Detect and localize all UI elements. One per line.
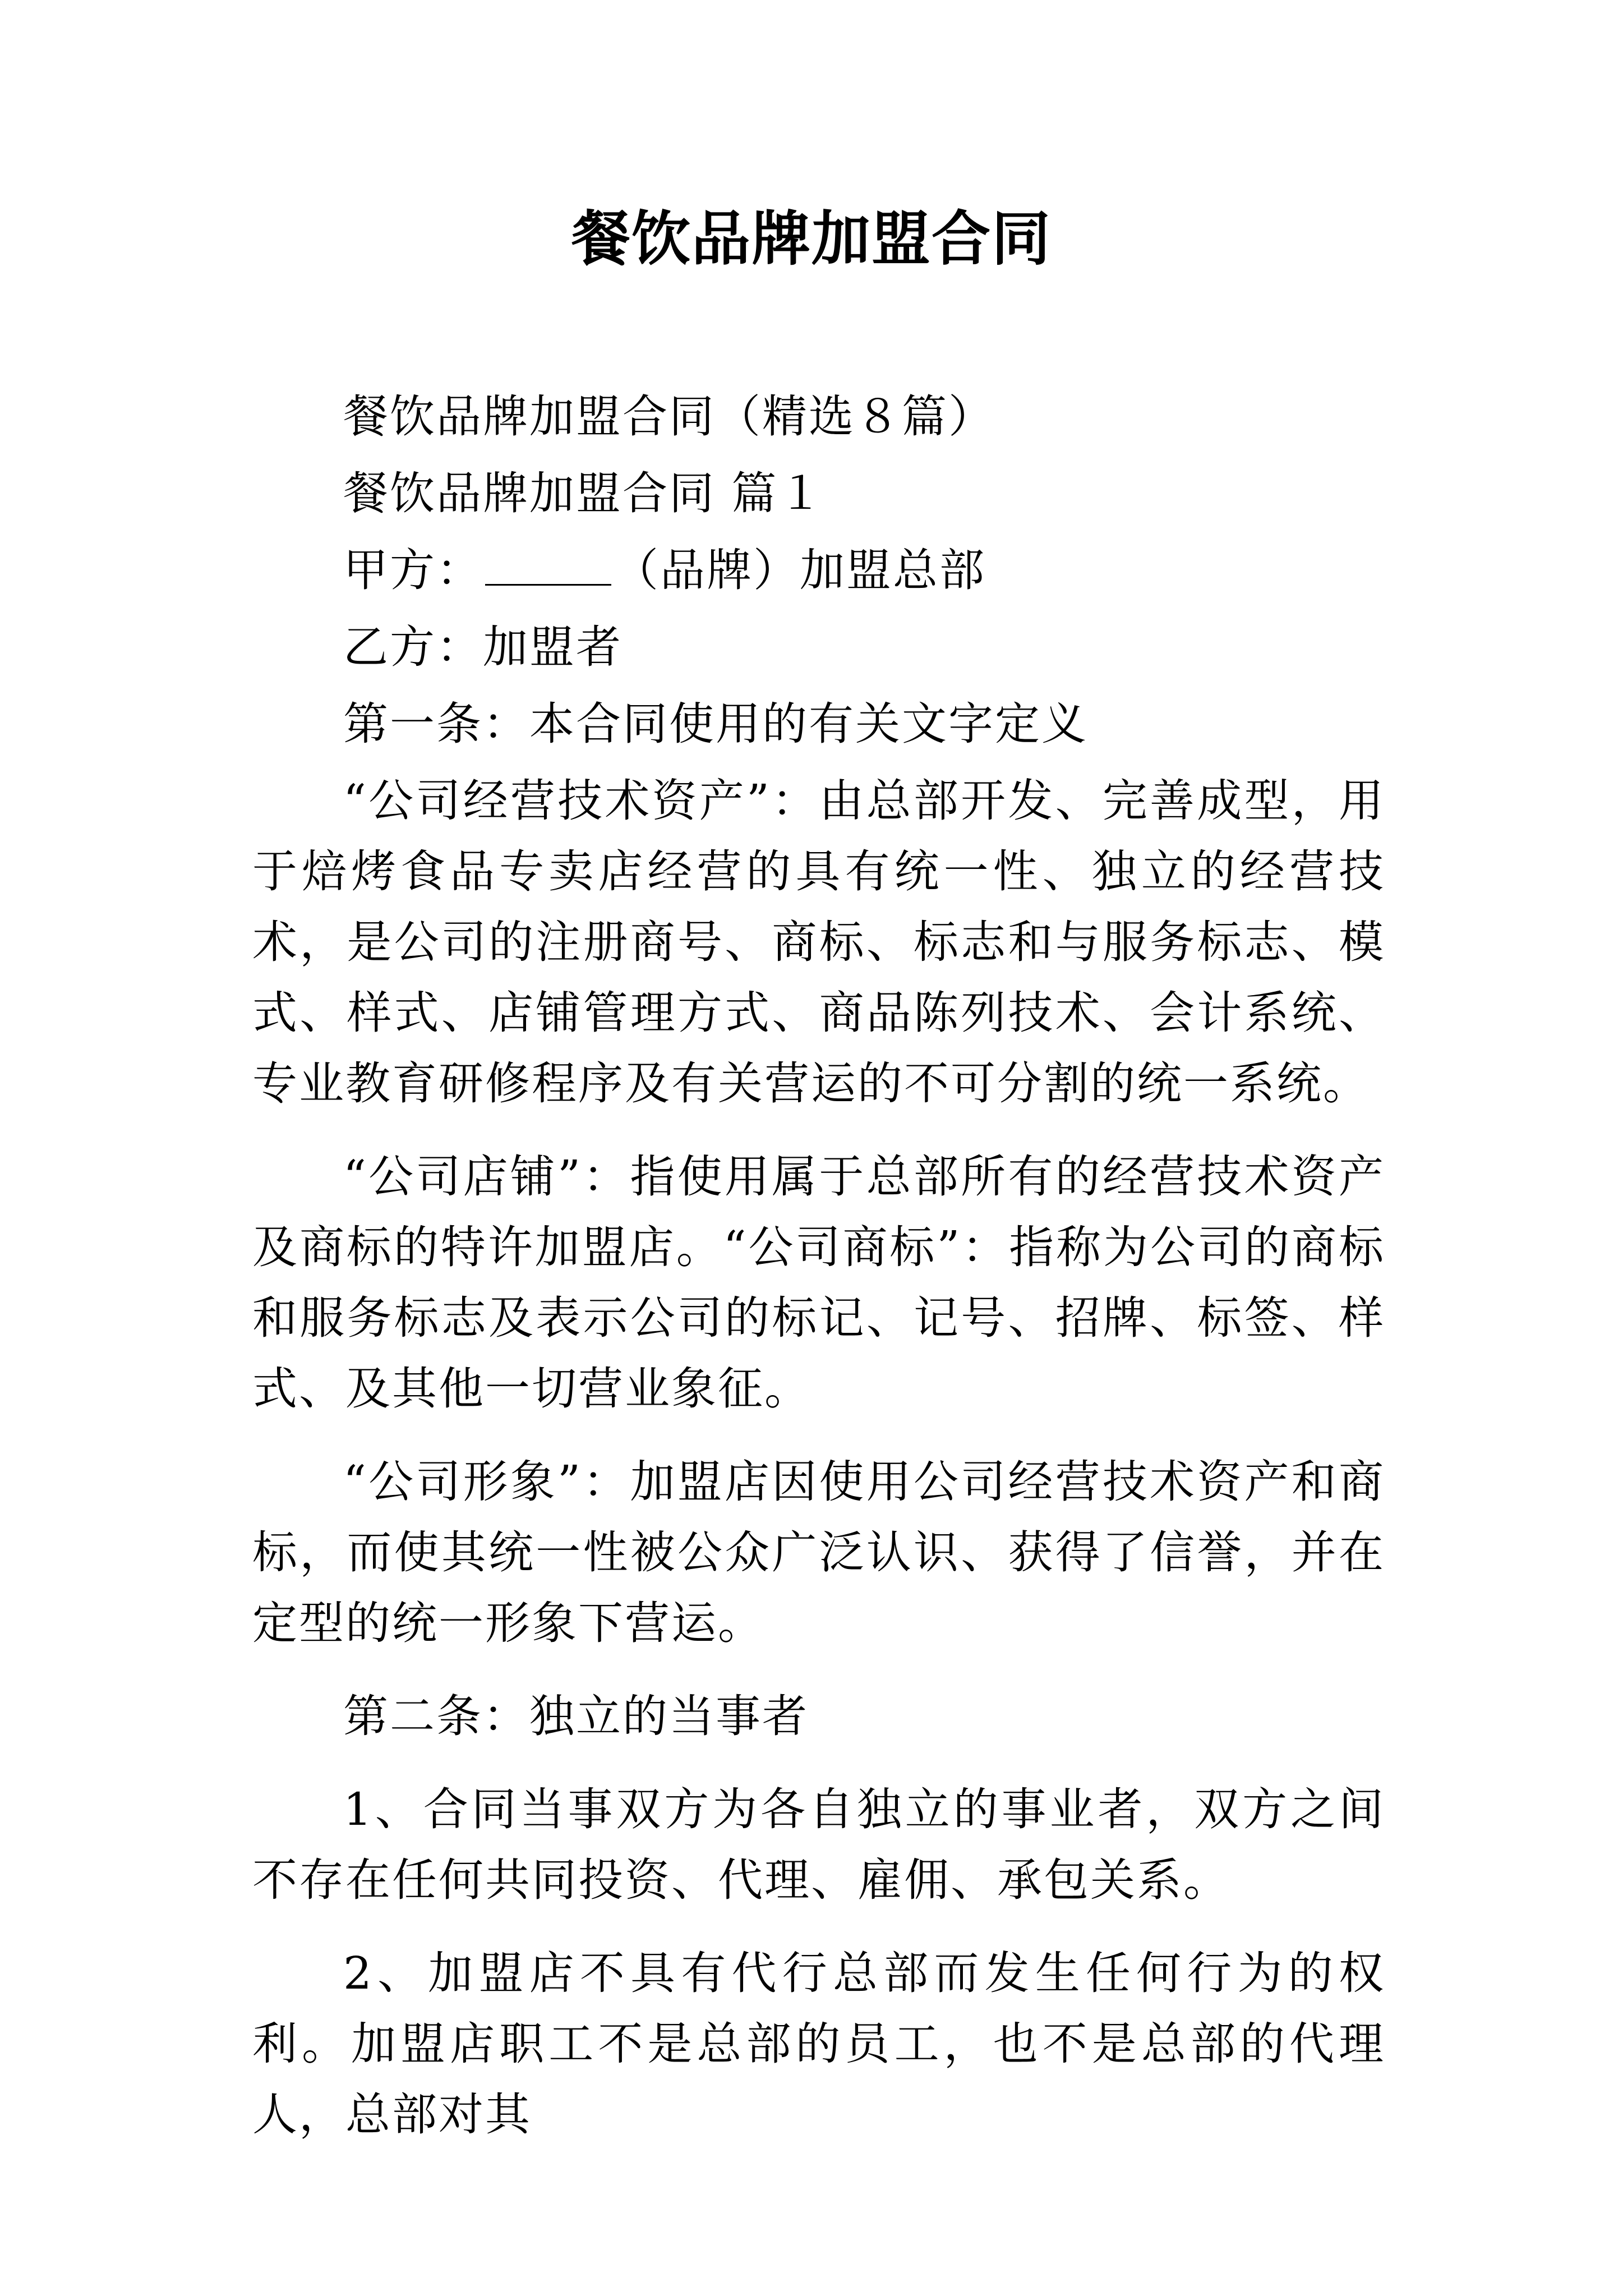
article-2-heading: 第二条：独立的当事者 [343,1690,809,1742]
definition-company-image: “公司形象”：加盟店因使用公司经营技术资产和商标，而使其统一性被公众广泛认识、获得了信誉，并在定型的统一形象下营运。 [252,1456,1385,1649]
party-b-line: 乙方：加盟者 [343,621,623,673]
definition-company-tech-assets: “公司经营技术资产”：由总部开发、完善成型，用于焙烤食品专卖店经营的具有统一性、独立的经营技术，是公司的注册商号、商标、标志和与服务标志、模式、样式、店铺管理方式、商品陈列技术、会计系统、专业教育研修程序及有关营运的不可分割的统一系统。 [252,775,1385,1110]
party-a-line [252,535,1385,606]
article-1-heading: 第一条：本合同使用的有关文字定义 [343,698,1088,750]
article-2-item-2: 2、加盟店不具有代行总部而发生任何行为的权利。加盟店职工不是总部的员工，也不是总部的代理人，总部对其 [252,1947,1385,2141]
party-a-blank [485,539,611,586]
subtitle: 餐饮品牌加盟合同（精选８篇） [343,390,995,443]
party-a-suffix: （品牌）加盟总部 [614,544,986,596]
section-heading: 餐饮品牌加盟合同 篇１ [343,467,825,519]
definition-company-store-trademark: “公司店铺”：指使用属于总部所有的经营技术资产及商标的特许加盟店。“公司商标”：指称为公司的商标和服务标志及表示公司的标记、记号、招牌、标签、样式、及其他一切营业象征。 [252,1151,1385,1415]
document-body [252,381,1385,2156]
article-2-item-1: 1、合同当事双方为各自独立的事业者，双方之间不存在任何共同投资、代理、雇佣、承包关系。 [252,1783,1385,1906]
party-a-prefix: 甲方： [343,544,483,596]
document-title: 餐饮品牌加盟合同 [571,204,1052,273]
